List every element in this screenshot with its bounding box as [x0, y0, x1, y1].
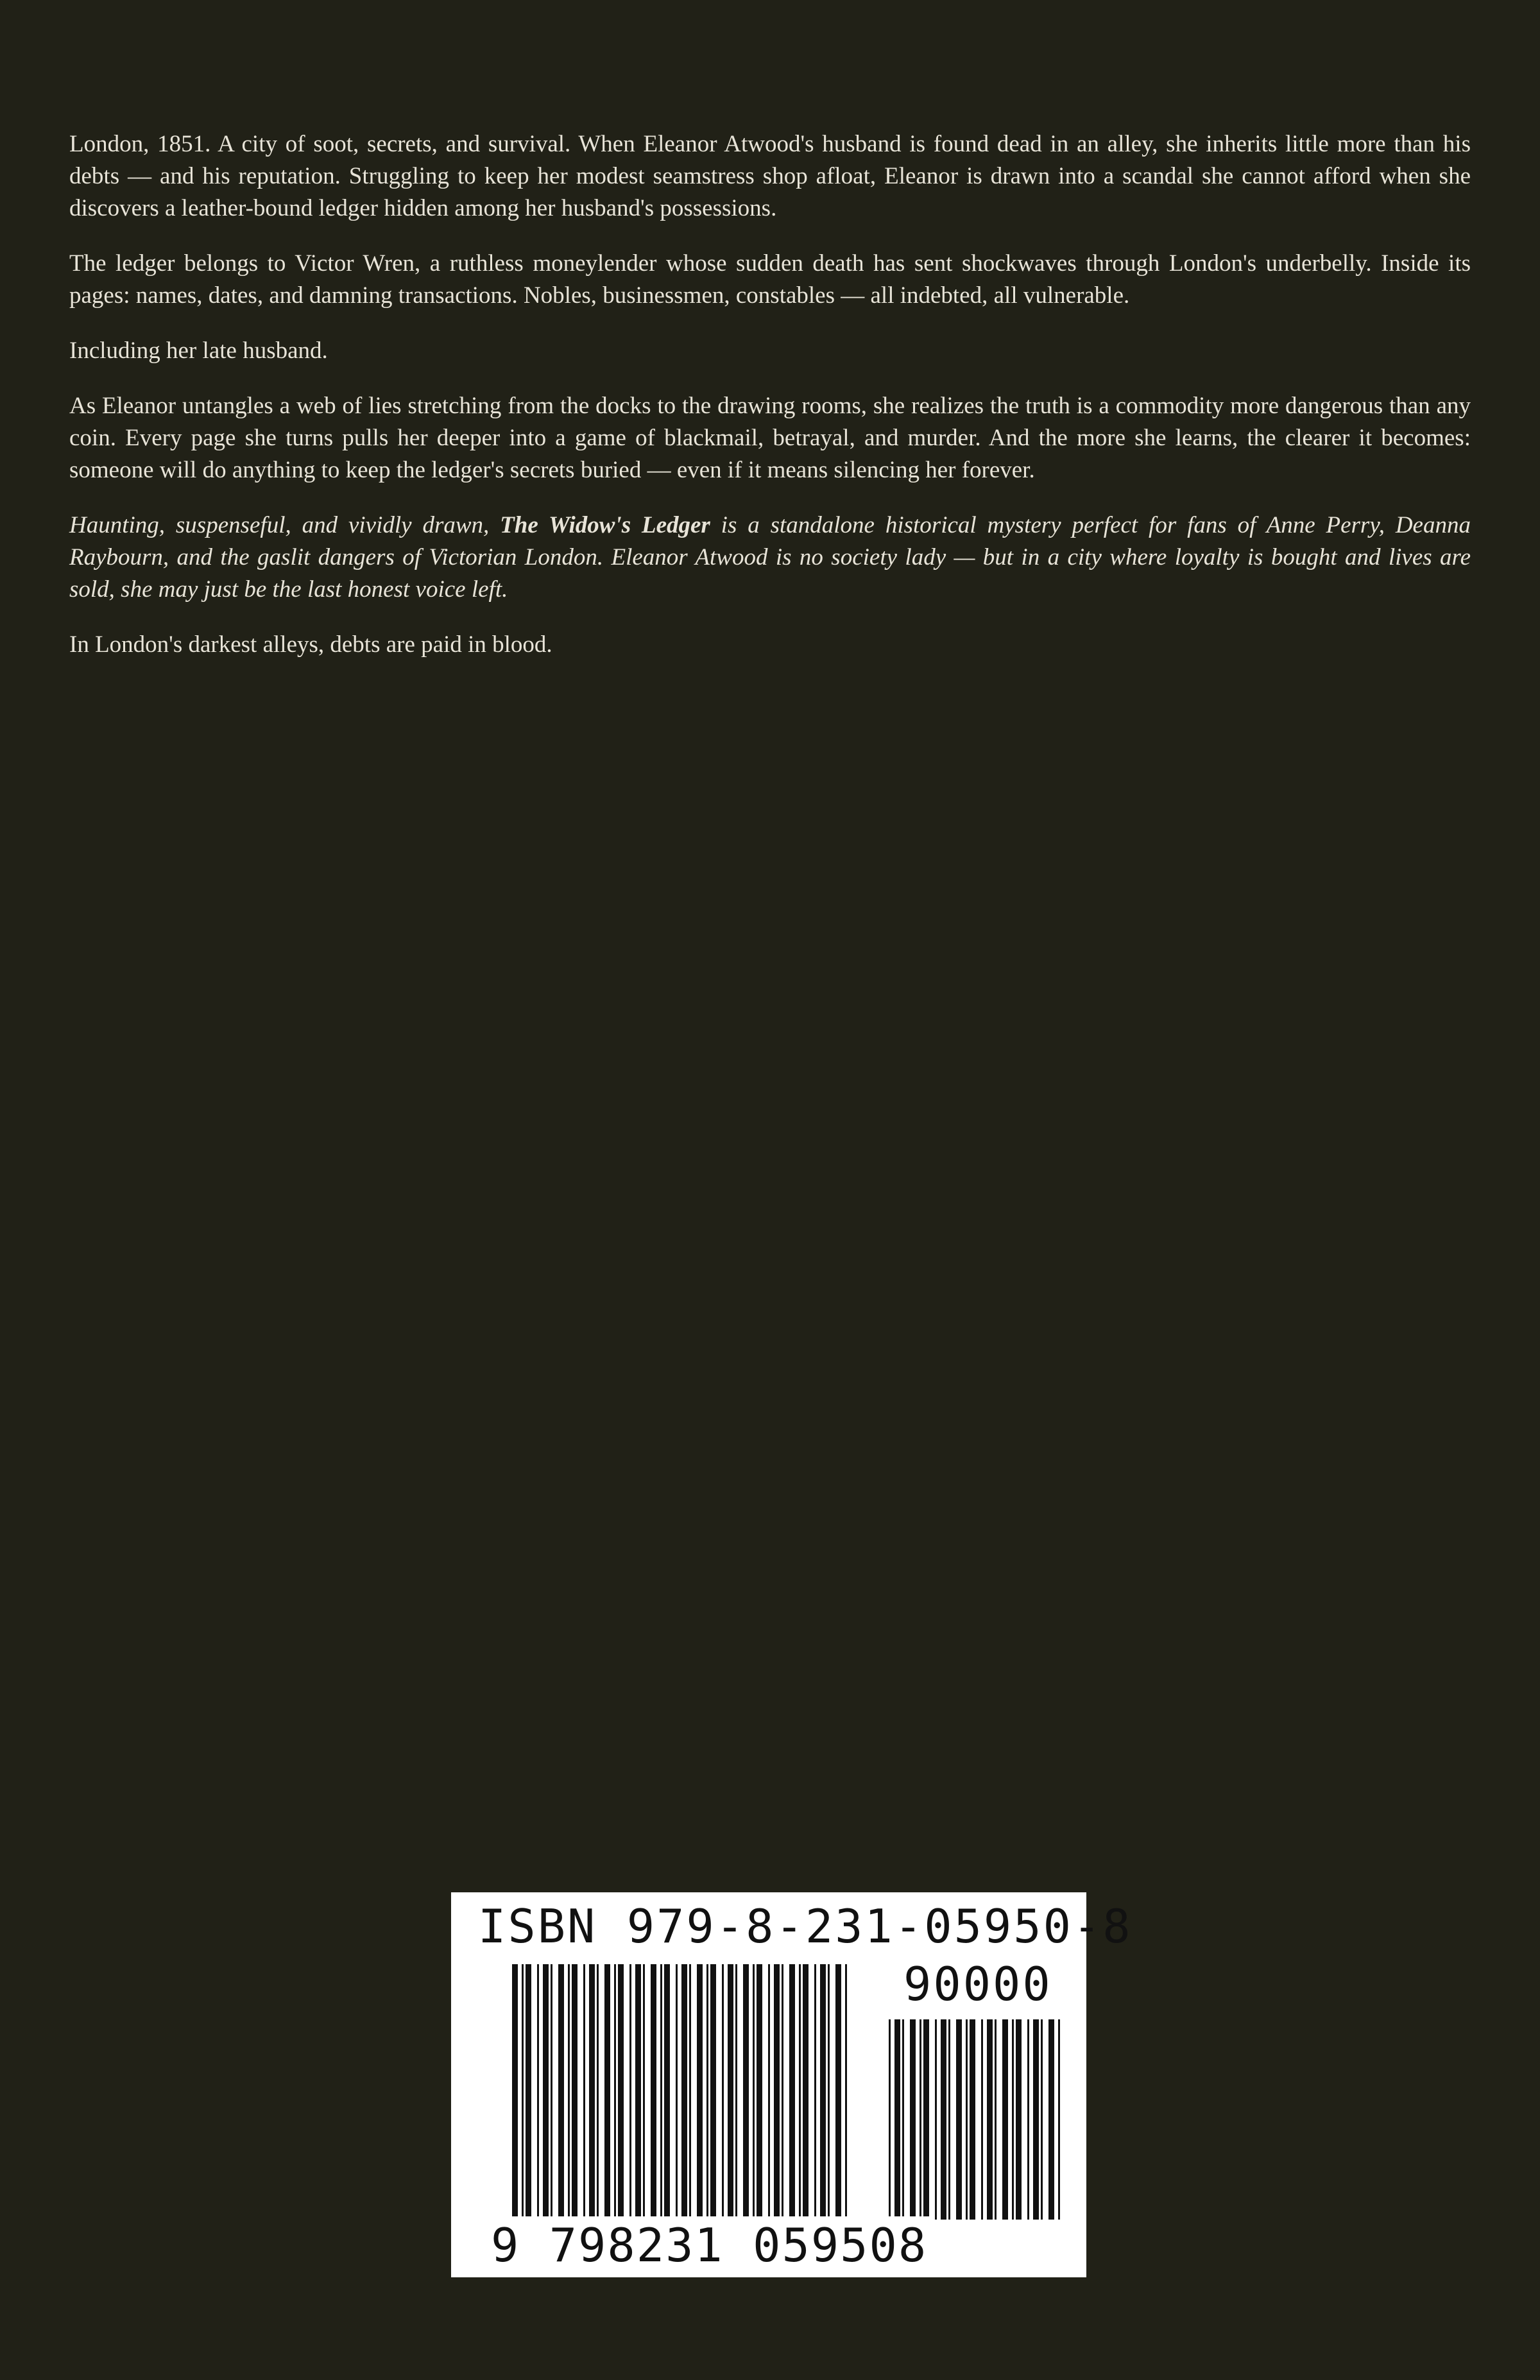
barcode-bar	[1033, 2019, 1039, 2220]
barcode-bar	[948, 2019, 950, 2220]
barcode-bar	[651, 1964, 656, 2220]
barcode-bar	[782, 1964, 783, 2220]
barcode-bar	[789, 1964, 795, 2220]
barcode-bar	[614, 1964, 616, 2220]
barcode-bar	[981, 2019, 983, 2220]
barcode-bar	[629, 1964, 631, 2220]
barcode-bar	[1016, 2019, 1022, 2220]
barcode-bar	[1058, 2019, 1060, 2220]
barcode-bar	[956, 2019, 962, 2220]
barcode-bar	[935, 2019, 937, 2220]
barcode-bar	[697, 1964, 703, 2234]
barcode-bar	[572, 1964, 578, 2220]
barcode-bar	[597, 1964, 599, 2220]
back-cover-blurb	[69, 128, 1471, 684]
barcode-bar	[923, 2019, 929, 2220]
barcode-bar	[568, 1964, 570, 2220]
barcode-bar	[526, 1964, 531, 2220]
barcode-bar	[1041, 2019, 1043, 2220]
blurb-paragraph: As Eleanor untangles a web of lies stretching from the docks to the drawing rooms, she realizes the truth is a commodity more dangerous than any coin. Every page she turns pulls her deeper into a game of blackmail, betrayal, and murder. And the more she learns, the clearer it becomes: someone will do anything to keep the ledger's secrets buried — even if it means silencing her forever.	[69, 393, 1471, 483]
barcode-bar	[635, 1964, 641, 2220]
barcode-bar	[889, 2019, 891, 2220]
barcode-bar	[743, 1964, 749, 2220]
barcode-bar	[894, 2019, 900, 2220]
barcode-bar	[941, 2019, 946, 2220]
barcode-bar	[660, 1964, 662, 2220]
barcode-bar	[845, 1964, 847, 2220]
barcode-bar	[828, 1964, 830, 2220]
barcode-bar	[735, 1964, 737, 2220]
barcode-bar	[589, 1964, 595, 2220]
blurb-text: Haunting, suspenseful, and vividly drawn,	[69, 512, 501, 538]
barcode-bar	[558, 1964, 564, 2220]
barcode-bar	[543, 1964, 549, 2220]
blurb-text: is a standalone historical mystery perfect for fans of Anne Perry, Deanna Raybourn, and the gaslit dangers of Victorian London. Eleanor Atwood is no society lady — but in a city where loyalty is bought and lives are sold, she may just be the last honest voice left.	[69, 512, 1471, 603]
barcode-bar	[728, 1964, 733, 2220]
barcode-bar	[551, 1964, 552, 2220]
barcode-bar	[814, 1964, 816, 2220]
barcode-bar	[902, 2019, 904, 2220]
isbn-number: ISBN 979-8-231-05950-8	[478, 1899, 1133, 1953]
barcode-bar	[753, 1964, 755, 2220]
barcode-bar	[768, 1964, 770, 2220]
barcode-bar	[1048, 2019, 1054, 2220]
barcode-bar	[643, 1964, 645, 2220]
barcode-digits: 9 798231 059508	[488, 2216, 930, 2274]
tagline: In London's darkest alleys, debts are paid in blood.	[69, 631, 552, 658]
barcode-bar	[537, 1964, 539, 2220]
barcode-bar	[757, 1964, 762, 2220]
blurb-paragraph: London, 1851. A city of soot, secrets, and survival. When Eleanor Atwood's husband is found dead in an alley, she inherits little more than his debts — and his reputation. Struggling to keep her modest seamstress shop afloat, Eleanor is drawn into a scandal she cannot afford when she discovers a leather-bound ledger hidden among her husband's possessions.	[69, 131, 1471, 221]
barcode-bar	[966, 2019, 968, 2220]
blurb-paragraph: The ledger belongs to Victor Wren, a ruthless moneylender whose sudden death has sent shockwaves through London's underbelly. Inside its pages: names, dates, and damning transactions. Nobles, businessmen, constables — all indebted, all vulnerable.	[69, 250, 1471, 309]
barcode-bar	[774, 1964, 780, 2220]
blurb-review-paragraph	[69, 509, 1471, 606]
book-title: The Widow's Ledger	[500, 512, 710, 538]
barcode-bar	[681, 1964, 687, 2220]
barcode-bar	[706, 1964, 708, 2234]
barcode-bar	[803, 1964, 809, 2220]
barcode-bar	[987, 2019, 993, 2220]
isbn-barcode	[451, 1892, 1133, 2277]
barcode-bar	[689, 1964, 691, 2220]
barcode-bar	[820, 1964, 826, 2220]
barcode-bar	[1012, 2019, 1014, 2220]
barcode-bar	[604, 1964, 610, 2220]
barcode-bar	[835, 1964, 841, 2220]
barcode-bar	[618, 1964, 624, 2220]
barcode-bar	[920, 2019, 921, 2220]
barcode-bar	[799, 1964, 801, 2220]
barcode-bar	[970, 2019, 975, 2220]
barcode-bar	[583, 1964, 585, 2220]
barcode-bar	[676, 1964, 678, 2220]
barcode-bar	[1002, 2019, 1008, 2220]
barcode-bar	[1027, 2019, 1029, 2220]
barcode-bar	[512, 1964, 518, 2234]
blurb-paragraph: Including her late husband.	[69, 338, 328, 364]
barcode-bar	[710, 1964, 716, 2220]
barcode-bar	[522, 1964, 524, 2234]
barcode-bar	[910, 2019, 916, 2220]
barcode-bar	[995, 2019, 997, 2220]
price-code: 90000	[903, 1957, 1052, 2011]
barcode-bar	[664, 1964, 670, 2220]
barcode-bar	[722, 1964, 724, 2220]
